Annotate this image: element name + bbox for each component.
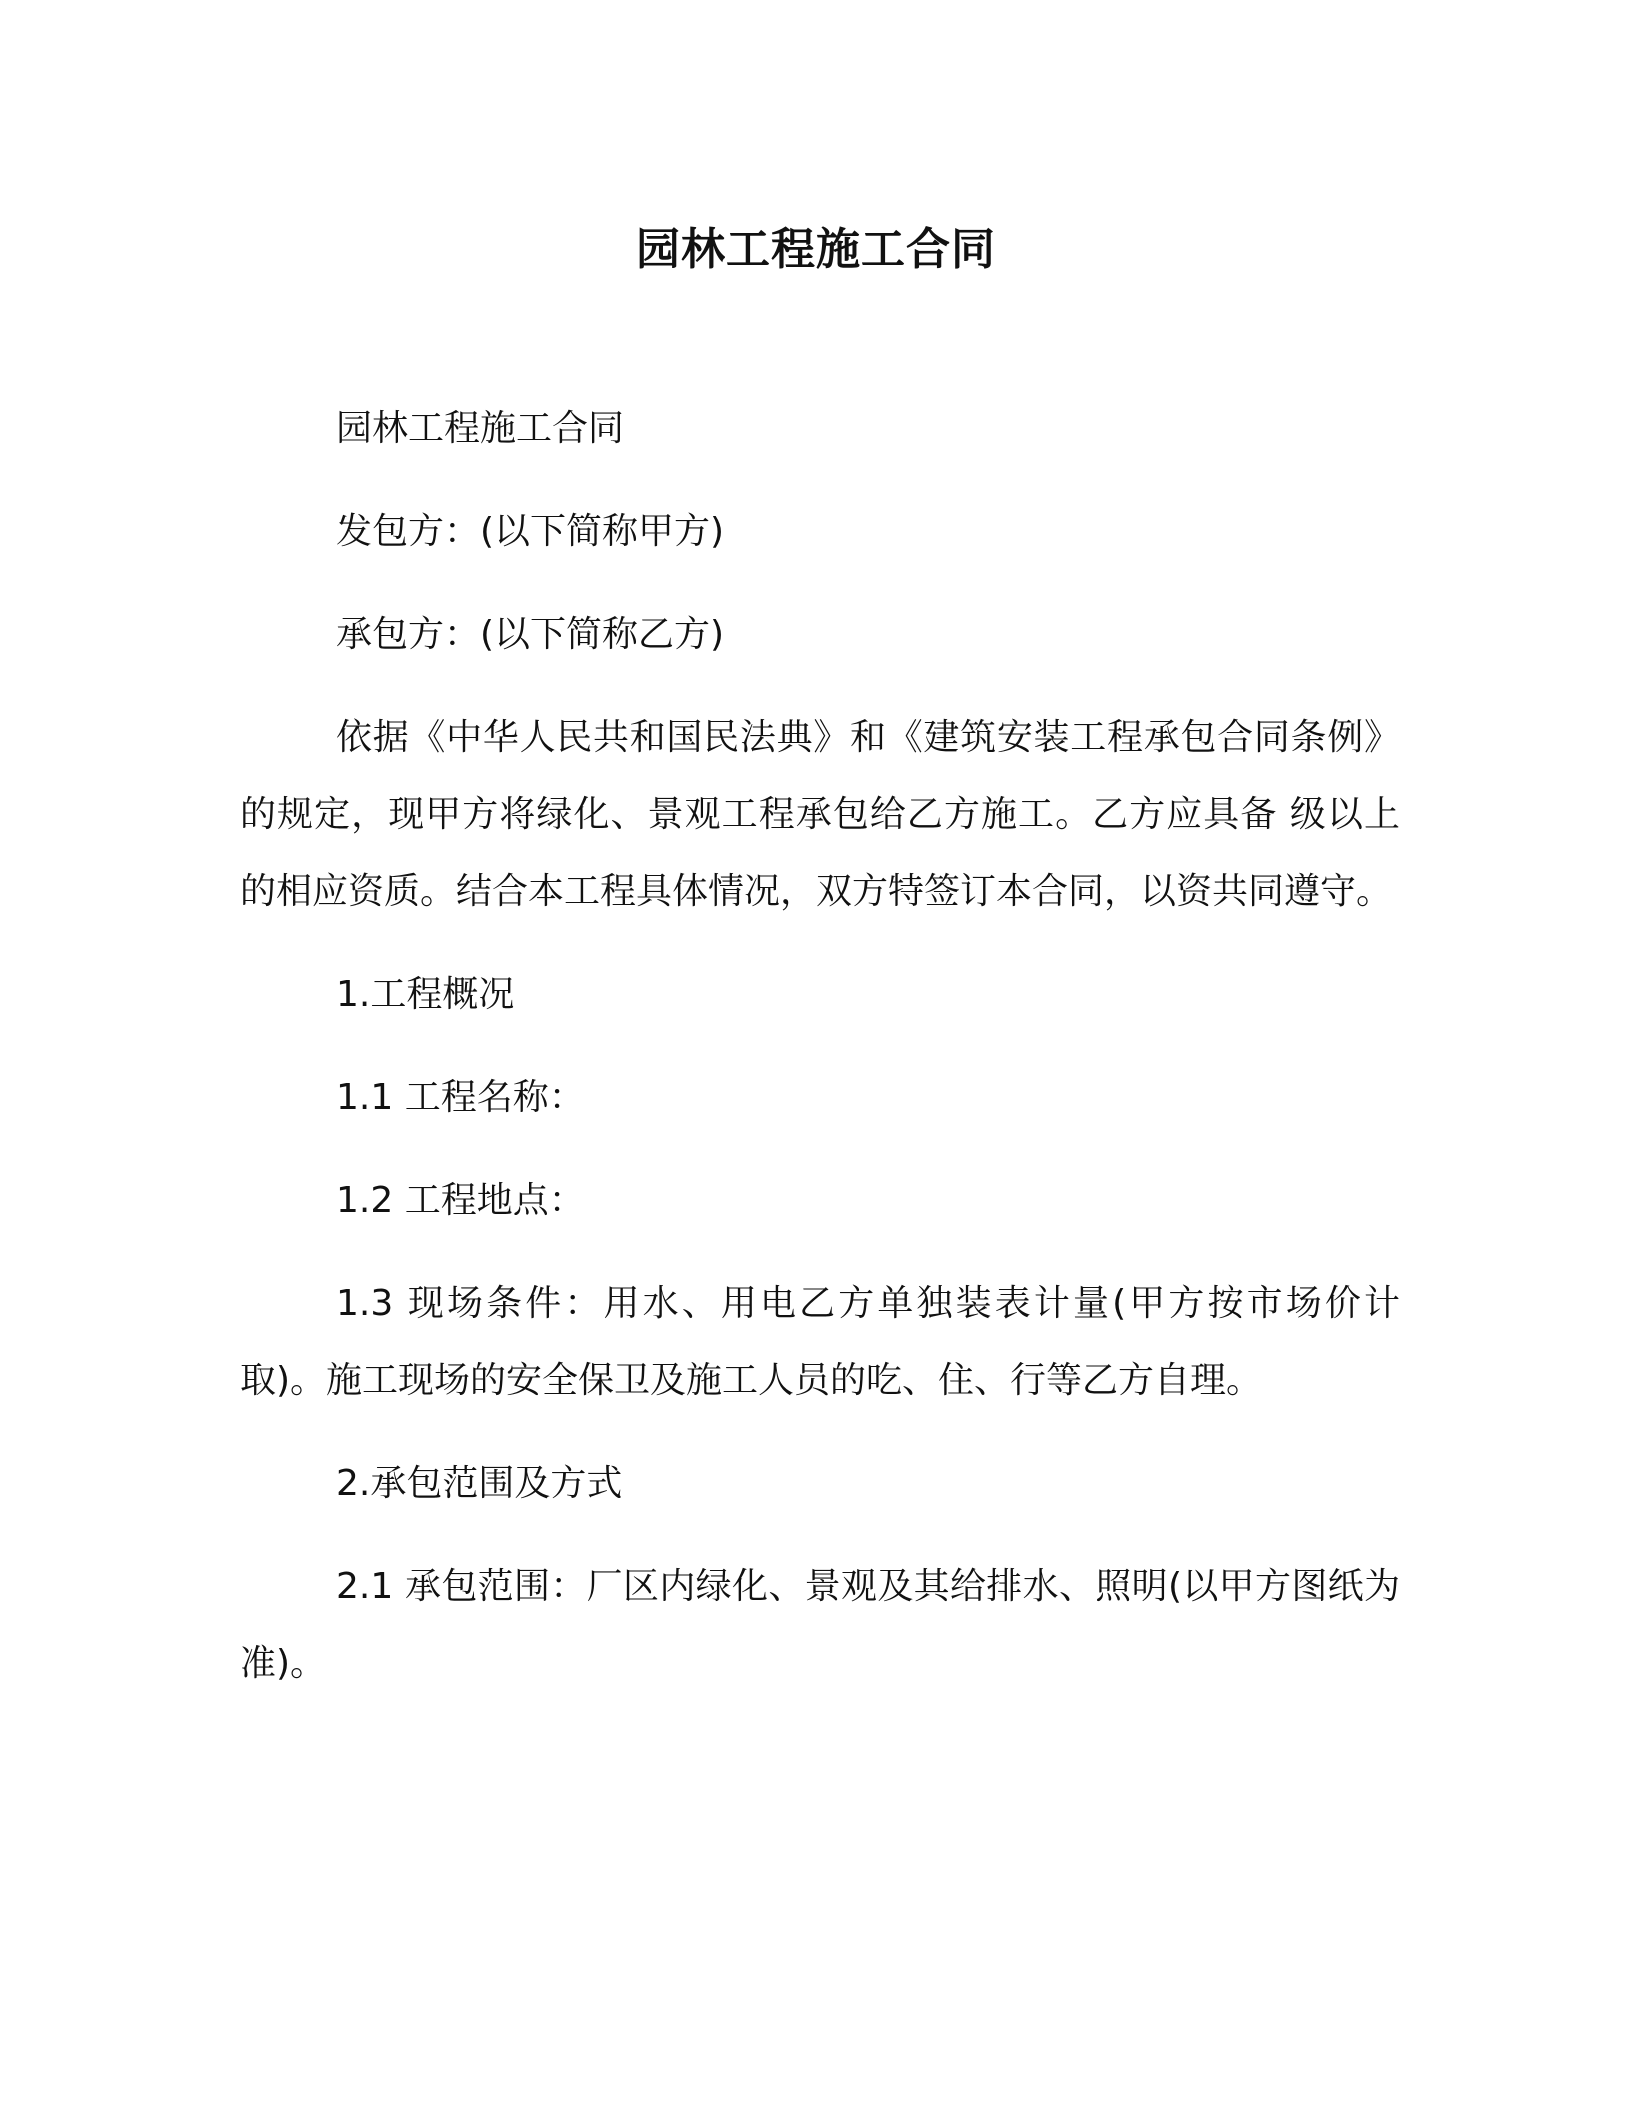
- section-heading-1: 1.工程概况: [336, 974, 515, 1015]
- clause-2-1: 2.1 承包范围：厂区内绿化、景观及其给排水、照明(以甲方图纸为准)。: [240, 1566, 1400, 1684]
- clause-1-2: 1.2 工程地点：: [336, 1180, 585, 1221]
- section-heading-2: 2.承包范围及方式: [336, 1463, 623, 1504]
- clause-1-1: 1.1 工程名称：: [336, 1077, 585, 1118]
- document-title: 园林工程施工合同: [636, 224, 996, 275]
- clause-1-3: 1.3 现场条件：用水、用电乙方单独装表计量(甲方按市场价计取)。施工现场的安全保卫及施工人员的吃、住、行等乙方自理。: [240, 1283, 1400, 1401]
- paragraph-party-b: 承包方：(以下简称乙方): [336, 614, 725, 655]
- paragraph-heading: 园林工程施工合同: [336, 408, 625, 449]
- paragraph-party-a: 发包方：(以下简称甲方): [336, 511, 725, 552]
- document-body: [240, 390, 1400, 1728]
- paragraph-preamble: 依据《中华人民共和国民法典》和《建筑安装工程承包合同条例》的规定，现甲方将绿化、景观工程承包给乙方施工。乙方应具备 级以上的相应资质。结合本工程具体情况，双方特签订本合同，以资共同遵守。: [240, 717, 1400, 912]
